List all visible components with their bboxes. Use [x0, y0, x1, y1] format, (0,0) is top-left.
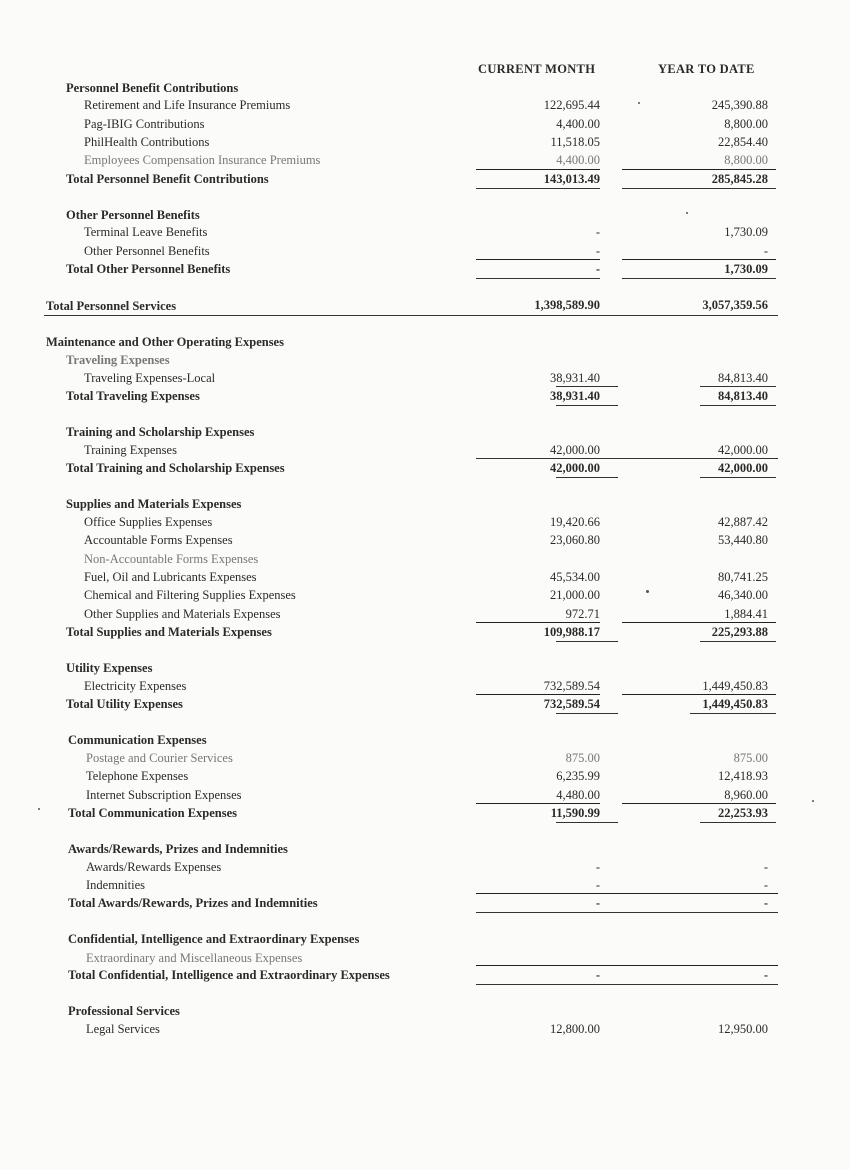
total-underline [556, 713, 618, 714]
row-current-month: - [595, 244, 600, 258]
total-current-month: 143,013.49 [543, 172, 600, 186]
section-title: Other Personnel Benefits [66, 208, 200, 222]
total-underline [700, 641, 776, 642]
section-title: Utility Expenses [66, 661, 153, 675]
total-year-to-date: 285,845.28 [711, 172, 768, 186]
section-title: Confidential, Intelligence and Extraordinary Expenses [68, 932, 360, 946]
row-current-month: 4,400.00 [556, 117, 600, 131]
total-underline [690, 713, 776, 714]
major-section-title: Maintenance and Other Operating Expenses [46, 335, 284, 349]
row-label: Terminal Leave Benefits [84, 225, 208, 239]
row-current-month: 875.00 [565, 751, 600, 765]
row-current-month: - [595, 878, 600, 892]
row-year-to-date: 245,390.88 [711, 98, 768, 112]
total-year-to-date: 84,813.40 [718, 389, 768, 403]
row-current-month: 23,060.80 [550, 533, 600, 547]
row-label: PhilHealth Contributions [84, 135, 210, 149]
row-label: Accountable Forms Expenses [84, 533, 233, 547]
section-title: Communication Expenses [68, 733, 207, 747]
row-year-to-date: 1,884.41 [724, 607, 768, 621]
row-year-to-date: 46,340.00 [718, 588, 768, 602]
total-year-to-date: - [763, 896, 768, 910]
total-underline [556, 477, 618, 478]
total-underline [622, 278, 776, 279]
row-year-to-date: - [763, 244, 768, 258]
total-label: Total Communication Expenses [68, 806, 238, 820]
row-label: Postage and Courier Services [86, 751, 233, 765]
total-year-to-date: 225,293.88 [711, 625, 768, 639]
total-rule [476, 622, 600, 623]
total-current-month: 38,931.40 [550, 389, 600, 403]
row-year-to-date: - [763, 860, 768, 874]
row-current-month: 732,589.54 [543, 679, 600, 693]
row-year-to-date: 12,950.00 [718, 1022, 768, 1036]
section-title: Awards/Rewards, Prizes and Indemnities [68, 842, 288, 856]
row-current-month: 6,235.99 [556, 769, 600, 783]
total-rule [476, 259, 600, 260]
total-label: Total Training and Scholarship Expenses [66, 461, 285, 475]
total-year-to-date: 1,730.09 [724, 262, 768, 276]
scan-speck [646, 590, 649, 593]
total-rule [476, 803, 600, 804]
total-rule [476, 169, 600, 170]
row-current-month: 4,400.00 [556, 153, 600, 167]
total-year-to-date: 1,449,450.83 [702, 697, 768, 711]
row-year-to-date: 8,960.00 [724, 788, 768, 802]
row-label: Fuel, Oil and Lubricants Expenses [84, 570, 257, 584]
row-current-month: 42,000.00 [550, 443, 600, 457]
total-current-month: - [595, 896, 600, 910]
total-year-to-date: 22,253.93 [718, 806, 768, 820]
row-year-to-date: - [763, 878, 768, 892]
row-label: Electricity Expenses [84, 679, 187, 693]
row-current-month: - [595, 225, 600, 239]
row-current-month: 45,534.00 [550, 570, 600, 584]
row-current-month: 122,695.44 [543, 98, 600, 112]
row-current-month: 972.71 [565, 607, 600, 621]
row-label: Office Supplies Expenses [84, 515, 213, 529]
row-label: Indemnities [86, 878, 146, 892]
section-title: Training and Scholarship Expenses [66, 425, 255, 439]
row-year-to-date: 80,741.25 [718, 570, 768, 584]
row-year-to-date: 1,449,450.83 [702, 679, 768, 693]
row-year-to-date: 22,854.40 [718, 135, 768, 149]
total-current-month: - [595, 968, 600, 982]
row-current-month: 11,518.05 [550, 135, 600, 149]
row-year-to-date: 1,730.09 [724, 225, 768, 239]
row-label: Other Supplies and Materials Expenses [84, 607, 281, 621]
row-current-month: - [595, 860, 600, 874]
row-year-to-date: 8,800.00 [724, 117, 768, 131]
row-label: Employees Compensation Insurance Premiums [84, 153, 321, 167]
row-label: Chemical and Filtering Supplies Expenses [84, 588, 296, 602]
total-underline [556, 822, 618, 823]
total-label: Total Traveling Expenses [66, 389, 200, 403]
total-label: Total Other Personnel Benefits [66, 262, 231, 276]
total-rule [622, 259, 776, 260]
row-year-to-date: 53,440.80 [718, 533, 768, 547]
scan-speck [686, 212, 688, 214]
row-label: Other Personnel Benefits [84, 244, 210, 258]
total-rule [700, 386, 776, 387]
total-rule [476, 694, 600, 695]
total-rule [556, 386, 618, 387]
section-title: Supplies and Materials Expenses [66, 497, 242, 511]
row-year-to-date: 875.00 [733, 751, 768, 765]
row-year-to-date: 42,887.42 [718, 515, 768, 529]
section-title: Professional Services [68, 1004, 180, 1018]
grand-total-year-to-date: 3,057,359.56 [702, 298, 768, 312]
total-rule [622, 169, 776, 170]
row-label: Training Expenses [84, 443, 177, 457]
total-underline [700, 405, 776, 406]
total-label: Total Supplies and Materials Expenses [66, 625, 272, 639]
total-underline [476, 984, 778, 985]
total-rule [622, 694, 776, 695]
row-current-month: 21,000.00 [550, 588, 600, 602]
row-label: Internet Subscription Expenses [86, 788, 242, 802]
total-rule [476, 893, 778, 894]
row-current-month: 12,800.00 [550, 1022, 600, 1036]
total-year-to-date: 42,000.00 [718, 461, 768, 475]
total-underline [476, 188, 600, 189]
total-current-month: 109,988.17 [543, 625, 600, 639]
row-current-month: 19,420.66 [550, 515, 600, 529]
total-rule [476, 458, 778, 459]
total-underline [622, 188, 776, 189]
total-year-to-date: - [763, 968, 768, 982]
row-year-to-date: 84,813.40 [718, 371, 768, 385]
total-rule [622, 622, 776, 623]
row-label: Retirement and Life Insurance Premiums [84, 98, 291, 112]
row-label: Pag-IBIG Contributions [84, 117, 205, 131]
total-rule [622, 803, 776, 804]
total-rule [476, 965, 778, 966]
row-label: Legal Services [86, 1022, 160, 1036]
total-underline [700, 822, 776, 823]
row-year-to-date: 42,000.00 [718, 443, 768, 457]
row-year-to-date: 8,800.00 [724, 153, 768, 167]
row-current-month: 4,480.00 [556, 788, 600, 802]
row-year-to-date: 12,418.93 [718, 769, 768, 783]
row-label: Awards/Rewards Expenses [86, 860, 222, 874]
grand-total-current-month: 1,398,589.90 [534, 298, 600, 312]
grand-total-rule [44, 315, 778, 316]
section-title: Personnel Benefit Contributions [66, 81, 239, 95]
header-current-month: CURRENT MONTH [478, 62, 596, 76]
total-label: Total Confidential, Intelligence and Extraordinary Expenses [68, 968, 390, 982]
total-label: Total Personnel Benefit Contributions [66, 172, 269, 186]
row-label: Extraordinary and Miscellaneous Expenses [86, 951, 303, 965]
row-label: Traveling Expenses-Local [84, 371, 216, 385]
row-label: Telephone Expenses [86, 769, 189, 783]
total-underline [476, 278, 600, 279]
total-label: Total Awards/Rewards, Prizes and Indemnities [68, 896, 318, 910]
total-underline [700, 477, 776, 478]
total-underline [556, 405, 618, 406]
total-current-month: 732,589.54 [543, 697, 600, 711]
row-label: Non-Accountable Forms Expenses [84, 552, 259, 566]
scan-speck [812, 800, 814, 802]
scan-speck [38, 808, 40, 810]
total-underline [556, 641, 618, 642]
scan-speck [638, 102, 640, 104]
header-year-to-date: YEAR TO DATE [658, 62, 755, 76]
grand-total-label: Total Personnel Services [46, 299, 177, 313]
total-current-month: 42,000.00 [550, 461, 600, 475]
section-title: Traveling Expenses [66, 353, 170, 367]
total-underline [476, 912, 778, 913]
row-current-month: 38,931.40 [550, 371, 600, 385]
total-label: Total Utility Expenses [66, 697, 183, 711]
total-current-month: 11,590.99 [550, 806, 600, 820]
total-current-month: - [595, 262, 600, 276]
